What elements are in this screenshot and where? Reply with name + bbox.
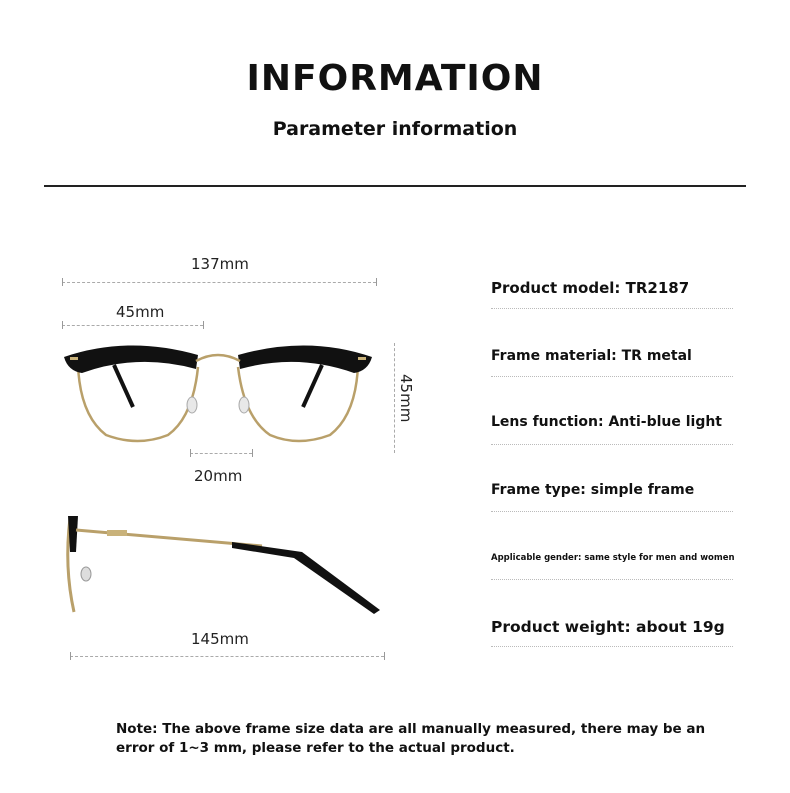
measurement-note: Note: The above frame size data are all manually measured, there may be an error of 1~3 mm, please refer to the actual product. [116, 721, 706, 756]
spec-divider [491, 579, 733, 580]
dimension-line-bridge [190, 453, 252, 454]
dimension-lens-height: 45mm [397, 374, 415, 423]
dimension-bridge-width: 20mm [194, 467, 243, 485]
spec-applicable-gender: Applicable gender: same style for men and women [491, 553, 735, 563]
glasses-front-illustration [58, 335, 378, 450]
dimension-tick [252, 449, 253, 457]
spec-divider [491, 376, 733, 377]
spec-divider [491, 646, 733, 647]
spec-product-model: Product model: TR2187 [491, 279, 690, 297]
spec-divider [491, 511, 733, 512]
dimension-line-total-width [62, 282, 376, 283]
dimension-temple-length: 145mm [191, 630, 249, 648]
glasses-side-illustration [62, 512, 388, 622]
header-divider [44, 185, 746, 187]
dimension-tick [376, 278, 377, 286]
dimension-tick [384, 652, 385, 660]
dimension-tick [70, 652, 71, 660]
spec-frame-material: Frame material: TR metal [491, 348, 692, 364]
spec-divider [491, 308, 733, 309]
page-title: INFORMATION [246, 58, 544, 99]
dimension-tick [203, 321, 204, 329]
dimension-line-temple-length [70, 656, 384, 657]
dimension-tick [62, 321, 63, 329]
dimension-line-lens-height [394, 343, 395, 453]
spec-divider [491, 444, 733, 445]
spec-lens-function: Lens function: Anti-blue light [491, 414, 722, 430]
dimension-total-width: 137mm [191, 255, 249, 273]
spec-frame-type: Frame type: simple frame [491, 482, 695, 498]
dimension-tick [62, 278, 63, 286]
page-subtitle: Parameter information [272, 118, 518, 140]
dimension-tick [190, 449, 191, 457]
spec-product-weight: Product weight: about 19g [491, 618, 725, 636]
dimension-line-lens-width [62, 325, 203, 326]
dimension-lens-width: 45mm [116, 303, 165, 321]
